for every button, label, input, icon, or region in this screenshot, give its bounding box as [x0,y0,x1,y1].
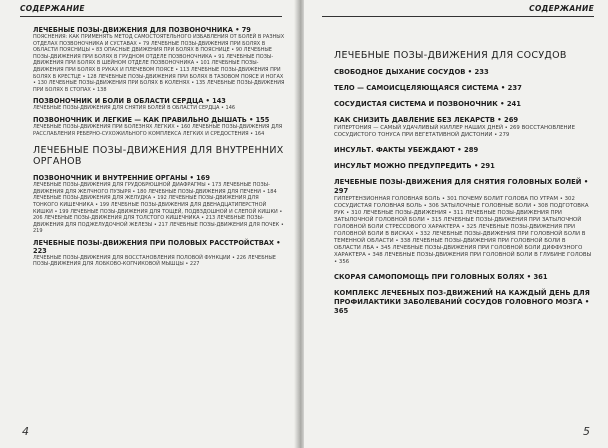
toc-entry-title: ЛЕЧЕБНЫЕ ПОЗЫ-ДВИЖЕНИЯ ПРИ ПОЛОВЫХ РАССТРОЙСТВАХ • 223 [33,238,281,255]
toc-entry [334,68,592,77]
left-page [0,0,296,448]
toc-entry-subitems: ЛЕЧЕБНЫЕ ПОЗЫ-ДВИЖЕНИЯ ПРИ БОЛЕЗНЯХ ЛЕГКИХ • 160 ЛЕЧЕБНЫЕ ПОЗЫ-ДВИЖЕНИЯ ДЛЯ РАССЛАБЛЕНИЯ РЕБЕРНО-СУХОЖИЛЬНОГО КОМПЛЕКСА ЛЕГКИХ И СРЕДОСТЕНИЯ • 164 [33,123,283,137]
section-heading: ЛЕЧЕБНЫЕ ПОЗЫ-ДВИЖЕНИЯ ДЛЯ ВНУТРЕННИХ ОРГАНОВ [33,145,284,168]
toc-entry-title: ПОЗВОНОЧНИК И БОЛИ В ОБЛАСТИ СЕРДЦА • 143 [33,97,226,106]
toc-entry-title: ИНСУЛЬТ. ФАКТЫ УБЕЖДАЮТ • 289 [334,146,479,154]
toc-entry [334,84,592,93]
toc-entry-title: ИНСУЛЬТ МОЖНО ПРЕДУПРЕДИТЬ • 291 [334,162,495,170]
page-number: 4 [22,425,29,438]
toc-entry-subitems: ЛЕЧЕБНЫЕ ПОЗЫ-ДВИЖЕНИЯ ДЛЯ ГРУДОБРЮШНОЙ ДИАФРАГМЫ • 173 ЛЕЧЕБНЫЕ ПОЗЫ-ДВИЖЕНИЯ ДЛЯ ЖЕЛЧНОГО ПУЗЫРЯ • 180 ЛЕЧЕБНЫЕ ПОЗЫ-ДВИЖЕНИЯ ДЛЯ ПЕЧЕНИ • 184 ЛЕЧЕБНЫЕ ПОЗЫ-ДВИЖЕНИЯ ДЛЯ ЖЕЛУДКА • 192 ЛЕЧЕБНЫЕ ПОЗЫ-ДВИЖЕНИЯ ДЛЯ ТОНКОГО КИШЕЧНИКА • 199 ЛЕЧЕБНЫЕ ПОЗЫ-ДВИЖЕНИЯ ДЛЯ ДВЕНАДЦАТИПЕРСТНОЙ КИШКИ • 199 ЛЕЧЕБНЫЕ ПОЗЫ-ДВИЖЕНИЯ ДЛЯ ТОЩЕЙ, ПОДВЗДОШНОЙ И СЛЕПОЙ КИШКИ • 206 ЛЕЧЕБНЫЕ ПОЗЫ-ДВИЖЕНИЯ ДЛЯ ТОЛСТОГО КИШЕЧНИКА • 213 ЛЕЧЕБНЫЕ ПОЗЫ-ДВИЖЕНИЯ ДЛЯ ПОДЖЕЛУДОЧНОЙ ЖЕЛЕЗЫ • 217 ЛЕЧЕБНЫЕ ПОЗЫ-ДВИЖЕНИЯ ДЛЯ ПОЧЕК • 219 [33,182,284,235]
toc-entry [334,178,592,266]
toc-entry-title: СВОБОДНОЕ ДЫХАНИЕ СОСУДОВ • 233 [334,68,489,76]
toc-entry-title: СОСУДИСТАЯ СИСТЕМА И ПОЗВОНОЧНИК • 241 [334,100,522,108]
toc-entry-title: ПОЗВОНОЧНИК И ВНУТРЕННИЕ ОРГАНЫ • 169 [33,174,210,183]
toc-entry [334,289,592,316]
toc-right [334,42,592,323]
running-header [20,2,282,17]
toc-entry [334,116,592,139]
toc-entry [334,100,592,109]
toc-entry-title: ПОЗВОНОЧНИК И ЛЕГКИЕ — КАК ПРАВИЛЬНО ДЫШАТЬ • 155 [33,115,270,124]
toc-entry [334,146,592,155]
toc-entry-subitems: ЛЕЧЕБНЫЕ ПОЗЫ-ДВИЖЕНИЯ ДЛЯ ВОССТАНОВЛЕНИЯ ПОЛОВОЙ ФУНКЦИИ • 226 ЛЕЧЕБНЫЕ ПОЗЫ-ДВИЖЕНИЯ ДЛЯ ЛОБКОВО-КОПЧИКОВОЙ МЫШЦЫ • 227 [33,254,276,268]
toc-entry-title: ТЕЛО — САМОИСЦЕЛЯЮЩАЯСЯ СИСТЕМА • 237 [334,84,522,92]
toc-entry [33,239,285,268]
running-header [322,2,594,17]
toc-entry [33,26,285,93]
toc-entry [33,116,285,137]
toc-entry [33,174,285,235]
section-heading: ЛЕЧЕБНЫЕ ПОЗЫ-ДВИЖЕНИЯ ДЛЯ СОСУДОВ [334,50,567,61]
toc-entry-subitems: ГИПЕРТЕНЗИОННАЯ ГОЛОВНАЯ БОЛЬ • 301 ПОЧЕМУ БОЛИТ ГОЛОВА ПО УТРАМ • 302 СОСУДИСТАЯ ГОЛОВНАЯ БОЛЬ • 306 ЗАТЫЛОЧНЫЕ ГОЛОВНЫЕ БОЛИ • 308 ПОДГОТОВКА РУК • 310 ЛЕЧЕБНЫЕ ПОЗЫ-ДВИЖЕНИЯ • 311 ЛЕЧЕБНЫЕ ПОЗЫ-ДВИЖЕНИЯ ПРИ ЗАТЫЛОЧНОЙ ГОЛОВНОЙ БОЛИ • 315 ЛЕЧЕБНЫЕ ПОЗЫ-ДВИЖЕНИЯ ПРИ ЗАТЫЛОЧНОЙ ГОЛОВНОЙ БОЛИ СТРЕССОВОГО ХАРАКТЕРА • 325 ЛЕЧЕБНЫЕ ПОЗЫ-ДВИЖЕНИЯ ПРИ ГОЛОВНОЙ БОЛИ В ВИСКАХ • 332 ЛЕЧЕБНЫЕ ПОЗЫ-ДВИЖЕНИЯ ПРИ ГОЛОВНОЙ БОЛИ В ТЕМЕННОЙ ОБЛАСТИ • 338 ЛЕЧЕБНЫЕ ПОЗЫ-ДВИЖЕНИЯ ПРИ ГОЛОВНОЙ БОЛИ В ОБЛАСТИ ЛБА • 345 ЛЕЧЕБНЫЕ ПОЗЫ-ДВИЖЕНИЯ ПРИ ГОЛОВНОЙ БОЛИ ДИФФУЗНОГО ХАРАКТЕРА • 348 ЛЕЧЕБНЫЕ ПОЗЫ-ДВИЖЕНИЯ ПРИ ГОЛОВНОЙ БОЛИ В ГЛУБИНЕ ГОЛОВЫ • 356 [334,196,592,265]
toc-entry [334,162,592,171]
toc-entry [33,97,285,112]
toc-entry-subitems: ПОЯСНЕНИЯ: КАК ПРИМЕНЯТЬ МЕТОД САМОСТОЯТЕЛЬНОГО ИЗБАВЛЕНИЯ ОТ БОЛЕЙ В РАЗНЫХ ОТДЕЛАХ ПОЗВОНОЧНИКА И СУСТАВАХ • 79 ЛЕЧЕБНЫЕ ПОЗЫ-ДВИЖЕНИЯ ПРИ БОЛЯХ В ОБЛАСТИ ПОЯСНИЦЫ • 83 ОПАСНЫЕ ДВИЖЕНИЯ ПРИ БОЛЯХ В ПОЯСНИЦЕ • 90 ЛЕЧЕБНЫЕ ПОЗЫ-ДВИЖЕНИЯ ПРИ БОЛЯХ В ГРУДНОМ ОТДЕЛЕ ПОЗВОНОЧНИКА • 91 ЛЕЧЕБНЫЕ ПОЗЫ-ДВИЖЕНИЯ ПРИ БОЛЯХ В ШЕЙНОМ ОТДЕЛЕ ПОЗВОНОЧНИКА • 101 ЛЕЧЕБНЫЕ ПОЗЫ-ДВИЖЕНИЯ ПРИ БОЛЯХ В РУКАХ И ПЛЕЧЕВОМ ПОЯСЕ • 113 ЛЕЧЕБНЫЕ ПОЗЫ-ДВИЖЕНИЯ ПРИ БОЛЯХ В КРЕСТЦЕ • 128 ЛЕЧЕБНЫЕ ПОЗЫ-ДВИЖЕНИЯ ПРИ БОЛЯХ В ТАЗОВОМ ПОЯСЕ И НОГАХ • 130 ЛЕЧЕБНЫЕ ПОЗЫ-ДВИЖЕНИЯ ПРИ БОЛЯХ В КОЛЕНЯХ • 135 ЛЕЧЕБНЫЕ ПОЗЫ-ДВИЖЕНИЯ ПРИ БОЛЯХ В СТОПАХ • 138 [33,34,285,93]
toc-left [33,26,285,272]
toc-entry [334,273,592,282]
toc-entry-title: ЛЕЧЕБНЫЕ ПОЗЫ-ДВИЖЕНИЯ ДЛЯ ПОЗВОНОЧНИКА • 79 [33,26,251,34]
page-number: 5 [583,425,590,438]
right-page [304,0,608,448]
toc-entry-title: СКОРАЯ САМОПОМОЩЬ ПРИ ГОЛОВНЫХ БОЛЯХ • 361 [334,273,548,281]
toc-entry-title: КОМПЛЕКС ЛЕЧЕБНЫХ ПОЗ-ДВИЖЕНИЙ НА КАЖДЫЙ ДЕНЬ ДЛЯ ПРОФИЛАКТИКИ ЗАБОЛЕВАНИЙ СОСУДОВ ГОЛОВНОГО МОЗГА • 365 [334,289,590,315]
toc-entry-title: КАК СНИЗИТЬ ДАВЛЕНИЕ БЕЗ ЛЕКАРСТВ • 269 [334,116,519,124]
running-header-text: СОДЕРЖАНИЕ [529,4,594,13]
toc-entry-subitems: ГИПЕРТОНИЯ — САМЫЙ УДАЧЛИВЫЙ КИЛЛЕР НАШИХ ДНЕЙ • 269 ВОССТАНОВЛЕНИЕ СОСУДИСТОГО ТОНУСА ПРИ ВЕГЕТАТИВНОЙ ДИСТОНИИ • 279 [334,125,575,138]
toc-entry-title: ЛЕЧЕБНЫЕ ПОЗЫ-ДВИЖЕНИЯ ДЛЯ СНЯТИЯ ГОЛОВНЫХ БОЛЕЙ • 297 [334,178,589,195]
running-header-text: СОДЕРЖАНИЕ [20,4,85,13]
toc-entry-subitems: ЛЕЧЕБНЫЕ ПОЗЫ-ДВИЖЕНИЯ ДЛЯ СНЯТИЯ БОЛЕЙ В ОБЛАСТИ СЕРДЦА • 146 [33,105,236,112]
